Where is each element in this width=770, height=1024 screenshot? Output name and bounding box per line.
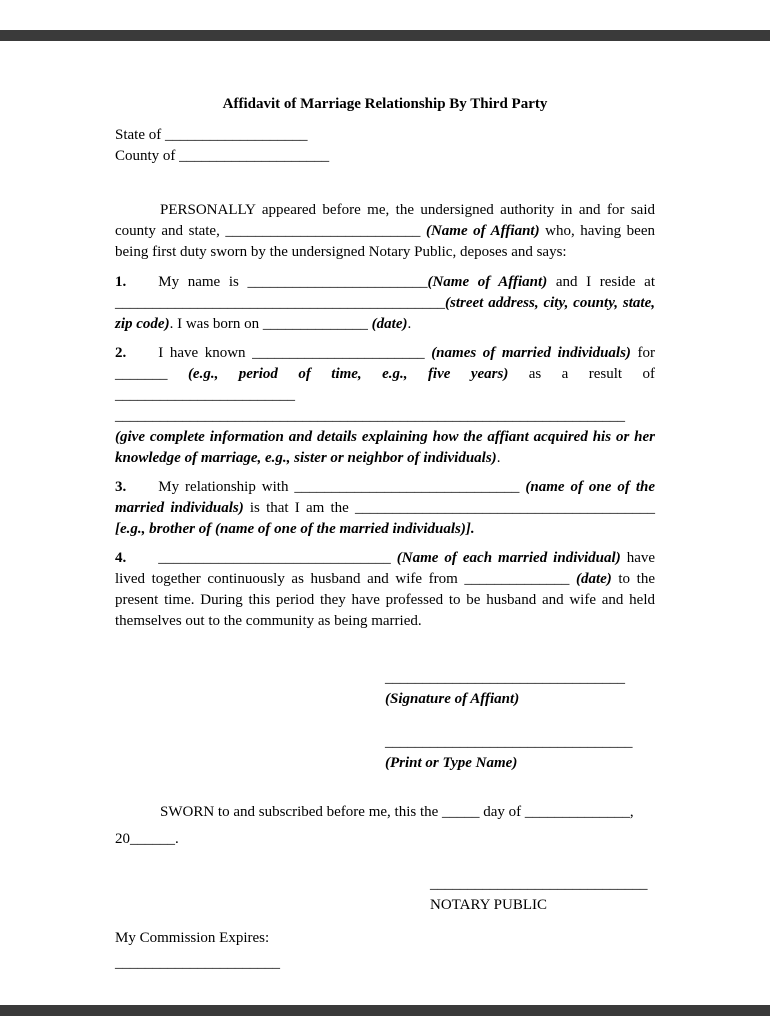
text-run: SWORN to and subscribed before me, this the _____ day of ______________, — [160, 804, 634, 820]
bottom-divider-bar — [0, 1005, 770, 1016]
year-line: 20______. — [115, 831, 179, 847]
commission-expires-line: ______________________ — [115, 955, 280, 971]
text-run: (Name of Affiant) — [427, 274, 548, 290]
print-name-line: _________________________________ — [385, 734, 633, 750]
numbered-item-4 — [115, 548, 655, 632]
text-run: . — [496, 450, 501, 466]
sworn-paragraph — [115, 802, 655, 823]
state-line — [115, 125, 655, 146]
text-run: and I reside at ____________________________________________ — [115, 274, 655, 311]
text-run: as a result of ________________________ ____________________________________________________________________ — [115, 366, 656, 424]
text-run: (name of one of the married individuals) — [115, 479, 655, 516]
intro-paragraph — [115, 200, 655, 263]
affiant-signature-caption: (Signature of Affiant) — [385, 691, 520, 707]
signature-block — [385, 668, 655, 774]
print-name-caption: (Print or Type Name) — [385, 755, 518, 771]
numbered-item-2 — [115, 343, 655, 469]
text-run: to the present time. During this period they have professed to be husband and wife and held themselves out to the community as being married. — [115, 571, 655, 629]
document-title: Affidavit of Marriage Relationship By Third Party — [222, 96, 548, 112]
text-run: 1. — [115, 274, 127, 290]
text-run: . — [407, 316, 412, 332]
text-run: PERSONALLY appeared before me, the undersigned authority in and for said county and state, __________________________ — [115, 202, 655, 239]
text-run: _______________________________ — [158, 550, 397, 566]
text-run: (street address, city, county, state, zip code) — [115, 295, 655, 332]
text-run: State of ___________________ — [115, 127, 308, 143]
commission-expires-label: My Commission Expires: — [115, 930, 270, 946]
affiant-signature-line: ________________________________ — [385, 670, 625, 686]
text-run: who, having been being first duty sworn by the undersigned Notary Public, deposes and says: — [115, 223, 655, 260]
notary-public-label: NOTARY PUBLIC — [430, 897, 548, 913]
text-run: for _______ — [115, 345, 655, 382]
text-run: My name is ________________________ — [158, 274, 428, 290]
text-run: (date) — [575, 571, 612, 587]
document-content — [115, 0, 655, 974]
numbered-item-1 — [115, 272, 655, 335]
text-run: (names of married individuals) — [431, 345, 631, 361]
text-run: . I was born on ______________ — [169, 316, 372, 332]
text-run: My relationship with ______________________________ — [158, 479, 526, 495]
notary-signature-line: _____________________________ — [430, 876, 648, 892]
text-run: (date) — [371, 316, 408, 332]
text-run: is that I am the ________________________________________ — [243, 500, 655, 516]
text-run: (Name of each married individual) — [396, 550, 621, 566]
text-run: (Name of Affiant) — [425, 223, 540, 239]
text-run: (give complete information and details explaining how the affiant acquired his or her knowledge of marriage, e.g., sister or neighbor of individuals) — [115, 429, 655, 466]
text-run: County of ____________________ — [115, 148, 330, 164]
text-run: 3. — [115, 479, 127, 495]
text-run: 2. — [115, 345, 127, 361]
text-run: have lived together continuously as husband and wife from ______________ — [115, 550, 656, 587]
notary-block — [430, 874, 655, 916]
text-run: 4. — [115, 550, 127, 566]
numbered-item-3 — [115, 477, 655, 540]
text-run: (e.g., period of time, e.g., five years) — [187, 366, 509, 382]
text-run: I have known _______________________ — [158, 345, 432, 361]
text-run: [e.g., brother of (name of one of the married individuals)]. — [115, 521, 475, 537]
county-line — [115, 146, 655, 167]
